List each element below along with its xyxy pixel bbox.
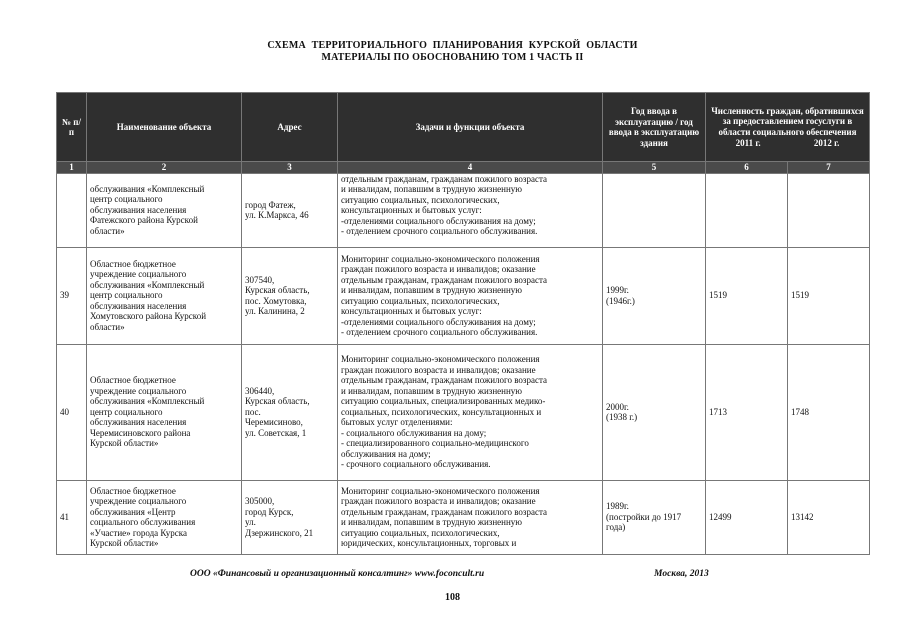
row-count-2012: 1748: [788, 344, 870, 480]
row-tasks: [338, 247, 603, 344]
row-name-line: Черемисиновского района: [90, 427, 191, 438]
row-address-line: 307540,: [245, 274, 275, 285]
row-tasks-line: консультационных и бытовых услуг:: [341, 306, 482, 316]
col-number: 7: [788, 162, 870, 174]
row-address-line: город Фатеж,: [245, 199, 296, 210]
row-name-line: Курской области»: [90, 438, 159, 449]
row-address-line: ул. Советская, 1: [245, 427, 307, 438]
row-tasks-line: граждан пожилого возраста и инвалидов; оказание: [341, 264, 536, 274]
col-header-2011: 2011 г.: [735, 138, 761, 148]
footer-company: ООО «Финансовый и организационный консалтинг» www.foconcult.ru: [190, 569, 485, 579]
row-year-line: 1999г.: [606, 285, 629, 295]
row-tasks-line: консультационных и бытовых услуг:: [341, 205, 482, 215]
row-address-line: пос.: [245, 406, 261, 417]
row-tasks-line: отдельным гражданам, гражданам пожилого возраста: [341, 274, 547, 285]
row-address-line: город Курск,: [245, 506, 294, 517]
row-count-2012: 1519: [788, 247, 870, 344]
row-name: [87, 173, 242, 247]
row-tasks-line: - социального обслуживания на дому;: [341, 427, 487, 438]
row-number: 40: [57, 344, 87, 480]
row-count-2011: 12499: [706, 480, 788, 554]
row-tasks-line: Мониторинг социально-экономического положения: [341, 485, 540, 496]
row-tasks-line: граждан пожилого возраста и инвалидов; оказание: [341, 496, 536, 506]
table-row: [57, 173, 870, 247]
row-tasks-line: юридических, консультационных, торговых и: [341, 538, 517, 548]
row-address-line: ул.: [245, 517, 256, 527]
row-tasks-line: - срочного социального обслуживания.: [341, 459, 491, 470]
row-count-2011: 1519: [706, 247, 788, 344]
row-address-line: Курская область,: [245, 396, 310, 407]
row-tasks-line: Мониторинг социально-экономического положения: [341, 354, 540, 365]
row-year: [603, 344, 706, 480]
row-number: 39: [57, 247, 87, 344]
row-tasks-line: бытовых услуг отделениями:: [341, 417, 453, 428]
col-header-2012: 2012 г.: [813, 138, 840, 148]
row-count-2011: 1713: [706, 344, 788, 480]
row-tasks-line: граждан пожилого возраста и инвалидов; оказание: [341, 364, 536, 375]
row-tasks-line: и инвалидам, попавшим в трудную жизненную: [341, 517, 523, 527]
row-address-line: 306440,: [245, 385, 275, 396]
row-address: [242, 344, 338, 480]
row-tasks-line: ситуацию социальных, психологических,: [341, 194, 500, 205]
row-name-line: центр социального: [90, 406, 163, 417]
row-name-line: центр социального: [90, 290, 163, 301]
table-row: [57, 480, 870, 554]
col-header-citizens: [706, 93, 870, 162]
row-tasks-line: и инвалидам, попавшим в трудную жизненную: [341, 385, 523, 396]
row-name: [87, 344, 242, 480]
row-name-line: области»: [90, 225, 125, 236]
row-address: [242, 247, 338, 344]
row-tasks-line: - специализированного социально-медицинского: [341, 438, 529, 449]
row-number: [57, 173, 87, 247]
document-title-line1: СХЕМА ТЕРРИТОРИАЛЬНОГО ПЛАНИРОВАНИЯ КУРСКОЙ ОБЛАСТИ: [267, 40, 638, 51]
table-row: [57, 344, 870, 480]
row-name-line: Фатежского района Курской: [90, 215, 198, 226]
row-tasks-line: -отделениями социального обслуживания на дому;: [341, 316, 536, 327]
page-number: 108: [445, 592, 460, 603]
col-number: 5: [603, 162, 706, 174]
row-name-line: центр социального: [90, 194, 163, 205]
row-year-line: (1946г.): [606, 295, 635, 306]
col-header-number: № п/п: [57, 93, 87, 162]
row-year-line: (1938 г.): [606, 412, 638, 422]
row-name-line: Областное бюджетное: [90, 485, 176, 496]
row-tasks-line: - отделением срочного социального обслуживания.: [341, 226, 538, 236]
row-name-line: «Участие» города Курска: [90, 527, 187, 538]
row-name-line: социального обслуживания: [90, 517, 196, 527]
row-year-line: 1989г.: [606, 501, 629, 512]
row-name-line: обслуживания «Комплексный: [90, 396, 205, 407]
row-tasks: [338, 480, 603, 554]
row-tasks-line: отдельным гражданам, гражданам пожилого возраста: [341, 375, 547, 386]
row-name: [87, 247, 242, 344]
row-tasks-line: Мониторинг социально-экономического положения: [341, 253, 540, 264]
row-year-line: года): [606, 522, 626, 533]
row-tasks-line: ситуацию социальных, специализированных медико-: [341, 396, 546, 407]
col-header-name: Наименование объекта: [87, 93, 242, 162]
table-body: [57, 173, 870, 554]
row-tasks-line: отдельным гражданам, гражданам пожилого возраста: [341, 173, 547, 184]
row-name-line: обслуживания населения: [90, 204, 187, 215]
document-title-line2: МАТЕРИАЛЫ ПО ОБОСНОВАНИЮ ТОМ 1 ЧАСТЬ II: [321, 52, 584, 63]
row-tasks-line: и инвалидам, попавшим в трудную жизненную: [341, 184, 523, 194]
footer-city-year: Москва, 2013: [654, 569, 709, 579]
row-tasks-line: ситуацию социальных, психологических,: [341, 527, 500, 538]
row-name-line: области»: [90, 321, 125, 332]
row-year-line: (постройки до 1917: [606, 511, 682, 522]
row-name: [87, 480, 242, 554]
row-tasks-line: - отделением срочного социального обслуживания.: [341, 327, 538, 337]
row-tasks-line: обслуживания на дому;: [341, 448, 431, 459]
row-tasks-line: отдельным гражданам, гражданам пожилого возраста: [341, 506, 547, 517]
row-year: [603, 480, 706, 554]
col-number: 3: [242, 162, 338, 174]
row-count-2012: 13142: [788, 480, 870, 554]
row-address: [242, 480, 338, 554]
row-year: [603, 247, 706, 344]
col-number: 2: [87, 162, 242, 174]
row-year-line: 2000г.: [606, 401, 629, 412]
row-name-line: обслуживания «Комплексный: [90, 183, 205, 194]
row-year: [603, 173, 706, 247]
row-name-line: обслуживания населения: [90, 300, 187, 311]
row-name-line: Курской области»: [90, 538, 159, 548]
col-header-citizens-label: Численность граждан, обратившихся за предоставлением госуслуги в области социального обеспечения: [711, 105, 864, 137]
row-tasks: [338, 173, 603, 247]
col-number: 1: [57, 162, 87, 174]
row-address: [242, 173, 338, 247]
col-header-address: Адрес: [242, 93, 338, 162]
row-count-2011: [706, 173, 788, 247]
row-tasks-line: -отделениями социального обслуживания на дому;: [341, 215, 536, 226]
table-row: [57, 247, 870, 344]
row-address-line: Черемисиново,: [245, 417, 303, 428]
row-tasks: [338, 344, 603, 480]
row-address-line: Курская область,: [245, 285, 310, 295]
row-number: 41: [57, 480, 87, 554]
col-number: 6: [706, 162, 788, 174]
row-tasks-line: и инвалидам, попавшим в трудную жизненную: [341, 285, 523, 295]
row-address-line: Дзержинского, 21: [245, 527, 314, 538]
row-name-line: учреждение социального: [90, 269, 187, 280]
row-name-line: учреждение социального: [90, 496, 187, 506]
row-name-line: обслуживания «Центр: [90, 506, 176, 517]
row-name-line: обслуживания «Комплексный: [90, 279, 205, 290]
col-number: 4: [338, 162, 603, 174]
row-address-line: ул. Калинина, 2: [245, 306, 305, 316]
col-header-year: Год ввода в эксплуатацию / год ввода в эксплуатацию здания: [603, 93, 706, 162]
row-name-line: Хомутовского района Курской: [90, 311, 207, 322]
row-name-line: Областное бюджетное: [90, 258, 176, 269]
row-count-2012: [788, 173, 870, 247]
institutions-table: [56, 92, 870, 555]
row-name-line: обслуживания населения: [90, 417, 187, 428]
row-address-line: ул. К.Маркса, 46: [245, 210, 309, 220]
row-tasks-line: ситуацию социальных, психологических,: [341, 295, 500, 306]
row-address-line: 305000,: [245, 496, 275, 506]
row-tasks-line: социальных, психологических, консультационных и: [341, 406, 542, 417]
col-header-tasks: Задачи и функции объекта: [338, 93, 603, 162]
row-address-line: пос. Хомутовка,: [245, 295, 307, 306]
column-number-row: [57, 162, 870, 174]
row-name-line: учреждение социального: [90, 385, 187, 396]
table-header-row: [57, 93, 870, 162]
row-name-line: Областное бюджетное: [90, 375, 176, 386]
